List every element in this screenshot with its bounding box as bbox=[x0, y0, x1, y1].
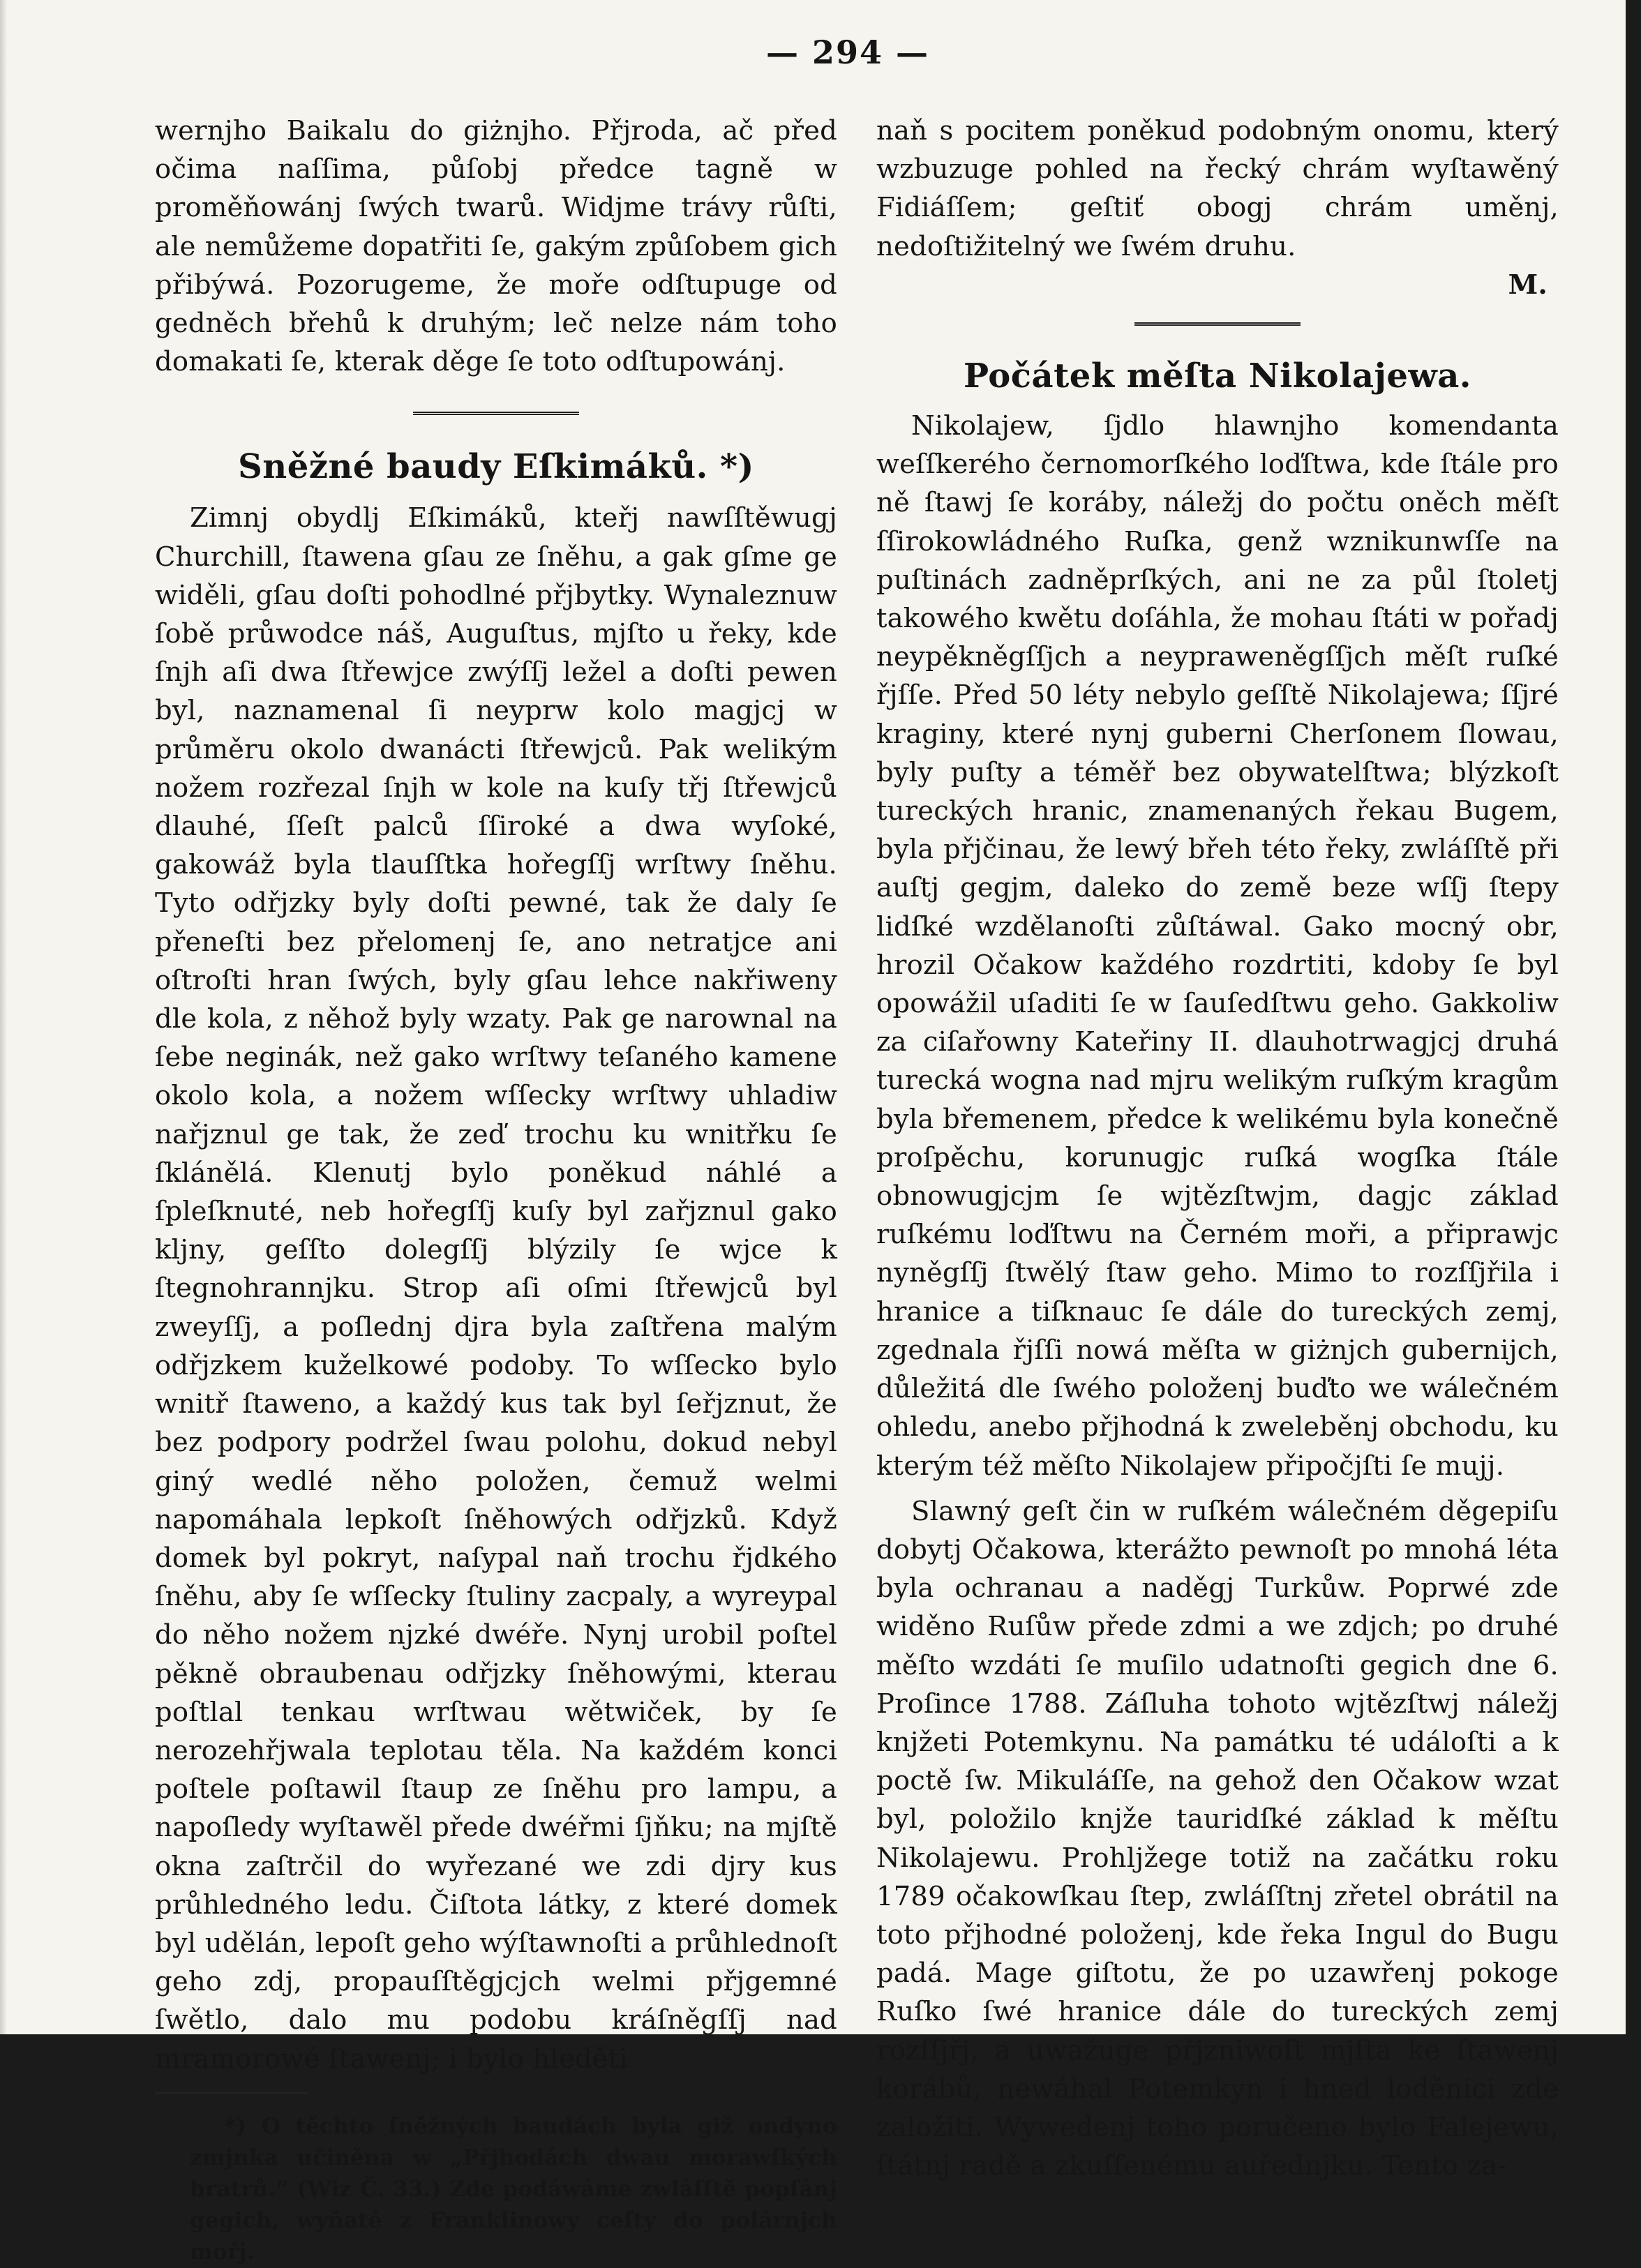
opening-paragraph: wernjho Baikalu do giżnjho. Přjroda, ač před očima naſſima, půſobj předce tagně w proměňowánj ſwých twarů. Widjme trávy růſti, ale nemůžeme dopatřiti ſe, gakým způſobem gich přibýwá. Pozorugeme, že moře odſtupuge od gedněch břehů k druhým; leč nelze nám toho domakati ſe, kterak děge ſe toto odſtupowánj. bbox=[155, 115, 837, 378]
footnote: *) O těchto ſněžných baudách byla giž ondyno zmjnka učiněna w „Přjhodách dwau morawſkých bratrů.“ (Wiz Č. 33.) Zde podáwáme zwláſſtě popſánj gegich, wyňaté z Franklinowy ceſty do polárnjch mořj. bbox=[190, 2113, 837, 2265]
author-signature: M. bbox=[1508, 269, 1548, 301]
continuation-paragraph: naň s pocitem poněkud podobným onomu, který wzbuzuge pohled na řecký chrám wyſtawěný Fidiáſſem; geſtiť obogj chrám uměnj, nedoſtižitelný we ſwém druhu. bbox=[876, 115, 1559, 262]
page-number: — 294 — bbox=[765, 33, 930, 71]
article-paragraph: Nikolajew, ſjdlo hlawnjho komendanta weſſkerého černomorſkého loďſtwa, kde ſtále pro ně ſtawj ſe koráby, náležj do počtu oněch měſt ſſirokowládného Ruſka, genž wznikunwſſe na puſtinách zadněprſkých, ani ne za půl ſtoletj takowého kwětu doſáhla, že mohau ſtáti w pořadj neypěkněgſſjch a neypraweněgſſjch měſt ruſké řjſſe. Před 50 léty nebylo geſſtě Nikolajewa; ſſjré kraginy, které nynj guberni Cherſonem ſlowau, byly puſty a téměř bez obywatelſtwa; blýzkoſt tureckých hranic, znamenaných řekau Bugem, byla přjčinau, že lewý břeh této řeky, zwláſſtě při auſtj gegjm, daleko do země beze wſſj ſtepy lidſké wzdělanoſti zůſtáwal. Gako mocný obr, hrozil Očakow každého rozdrtiti, kdoby ſe byl opowážil uſaditi ſe w ſauſedſtwu geho. Gakkoliw za ciſařowny Kateřiny II. dlauhotrwagjcj druhá turecká wogna nad mjru welikým ruſkým kragům byla břemenem, předce k welikému byla konečně proſpěchu, korunugjc ruſká wogſka ſtále obnowugjcjm ſe wjtězſtwjm, dagjc základ ruſkému loďſtwu na Černém moři, a připrawjc nyněgſſj ſtwělý ſtaw geho. Mimo to rozſſjřila i hranice a tiſknauc ſe dále do tureckých zemj, zgednala řjſſi nowá měſta w giżnjch gubernijch, důležitá dle ſwého položenj buďto we wálečném ohledu, anebo přjhodná k zweleběnj obchodu, ku kterým též měſto Nikolajew připočjſti ſe mujj. bbox=[876, 410, 1559, 1482]
page-edge-shadow bbox=[0, 0, 7, 2034]
article-paragraph: Slawný geſt čin w ruſkém wálečném děgepiſu dobytj Očakowa, kterážto pewnoſt po mnohá léta byla ochranau a naděgj Turkůw. Poprwé zde widěno Ruſůw přede zdmi a we zdjch; po druhé měſto wzdáti ſe muſilo udatnoſti gegich dne 6. Proſince 1788. Záſluha tohoto wjtězſtwj náležj knjžeti Potemkynu. Na památku té událoſti a k poctě ſw. Mikuláſſe, na gehož den Očakow wzat byl, položilo knjže tauridſké základ k měſtu Nikolajewu. Prohljžege totiž na začátku roku 1789 očakowſkau ſtep, zwláſſtnj zřetel obrátil na toto přjhodné položenj, kde řeka Ingul do Bugu padá. Mage giſtotu, že po uzawřenj pokoge Ruſko ſwé hranice dále do tureckých zemj rozſſjřj, a uwažuge přjzniwoſt mjſta ke ſtawenj korábů, newáhal Potemkyn i hned loděnici zde založiti. Wywedenj toho poručeno bylo Falejewu, ſtátnj radě a zkuſſenému auřednjku. Tento za- bbox=[876, 1495, 1559, 2182]
article-title: Sněžné baudy Eſkimáků. *) bbox=[238, 447, 754, 487]
article-title: Počátek měſta Nikolajewa. bbox=[963, 356, 1472, 396]
left-column bbox=[155, 112, 837, 2268]
article-body: Zimnj obydlj Eſkimáků, kteřj nawſſtěwugj Churchill, ſtawena gſau ze ſněhu, a gak gſme ge widěli, gſau doſti pohodlné přjbytky. Wynaleznuw ſobě průwodce náš, Auguſtus, mjſto u řeky, kde ſnjh aſi dwa ſtřewjce zwýſſj ležel a doſti pewen byl, naznamenal ſi neyprw kolo magjcj w průměru okolo dwanácti ſtřewjců. Pak welikým nožem rozřezal ſnjh w kole na kuſy třj ſtřewjců dlauhé, ſſeſt palců ſſiroké a dwa wyſoké, gakowáž byla tlauſſtka hořegſſj wrſtwy ſněhu. Tyto odřjzky byly doſti pewné, tak že daly ſe přeneſti bez přelomenj ſe, ano netratjce ani oſtroſti hran ſwých, byly gſau lehce nakřiweny dle kola, z něhož byly wzaty. Pak ge narownal na ſebe neginák, než gako wrſtwy teſaného kamene okolo kola, a nožem wſſecky wrſtwy uhladiw nařjznul ge tak, že zeď trochu ku wnitřku ſe ſklánělá. Klenutj bylo poněkud náhlé a ſpleſknuté, neb hořegſſj kuſy byl zařjznul gako kljny, geſſto dolegſſj blýzily ſe wjce k ſtegnohrannjku. Strop aſi oſmi ſtřewjců byl zweyſſj, a poſlednj djra byla zaſtřena malým odřjzkem kuželkowé podoby. To wſſecko bylo wnitř ſtaweno, a každý kus tak byl ſeřjznut, že bez podpory podržel ſwau polohu, dokud nebyl giný wedlé něho položen, čemuž welmi napomáhala lepkoſt ſněhowých odřjzků. Když domek byl pokryt, naſypal naň trochu řjdkého ſněhu, aby ſe wſſecky ſtuliny zacpaly, a wyreypal do něho nožem njzké dwéře. Nynj urobil poſtel pěkně obraubenau odřjzky ſněhowými, kterau poſtlal tenkau wrſtwau wětwiček, by ſe nerozehřjwala teplotau těla. Na každém konci poſtele poſtawil ſtaup ze ſněhu pro lampu, a napoſledy wyſtawěl přede dwéřmi ſjňku; na mjſtě okna zaſtrčil do wyřezané we zdi djry kus průhledného ledu. Čiſtota látky, z které domek byl udělán, lepoſt geho wýſtawnoſti a průhlednoſt geho zdj, propauſſtěgjcjch welmi přjgemné ſwětlo, dalo mu podobu kráſněgſſj nad mramorowé ſtawenj; i bylo hleděti bbox=[155, 502, 837, 2075]
right-column bbox=[876, 112, 1559, 2185]
